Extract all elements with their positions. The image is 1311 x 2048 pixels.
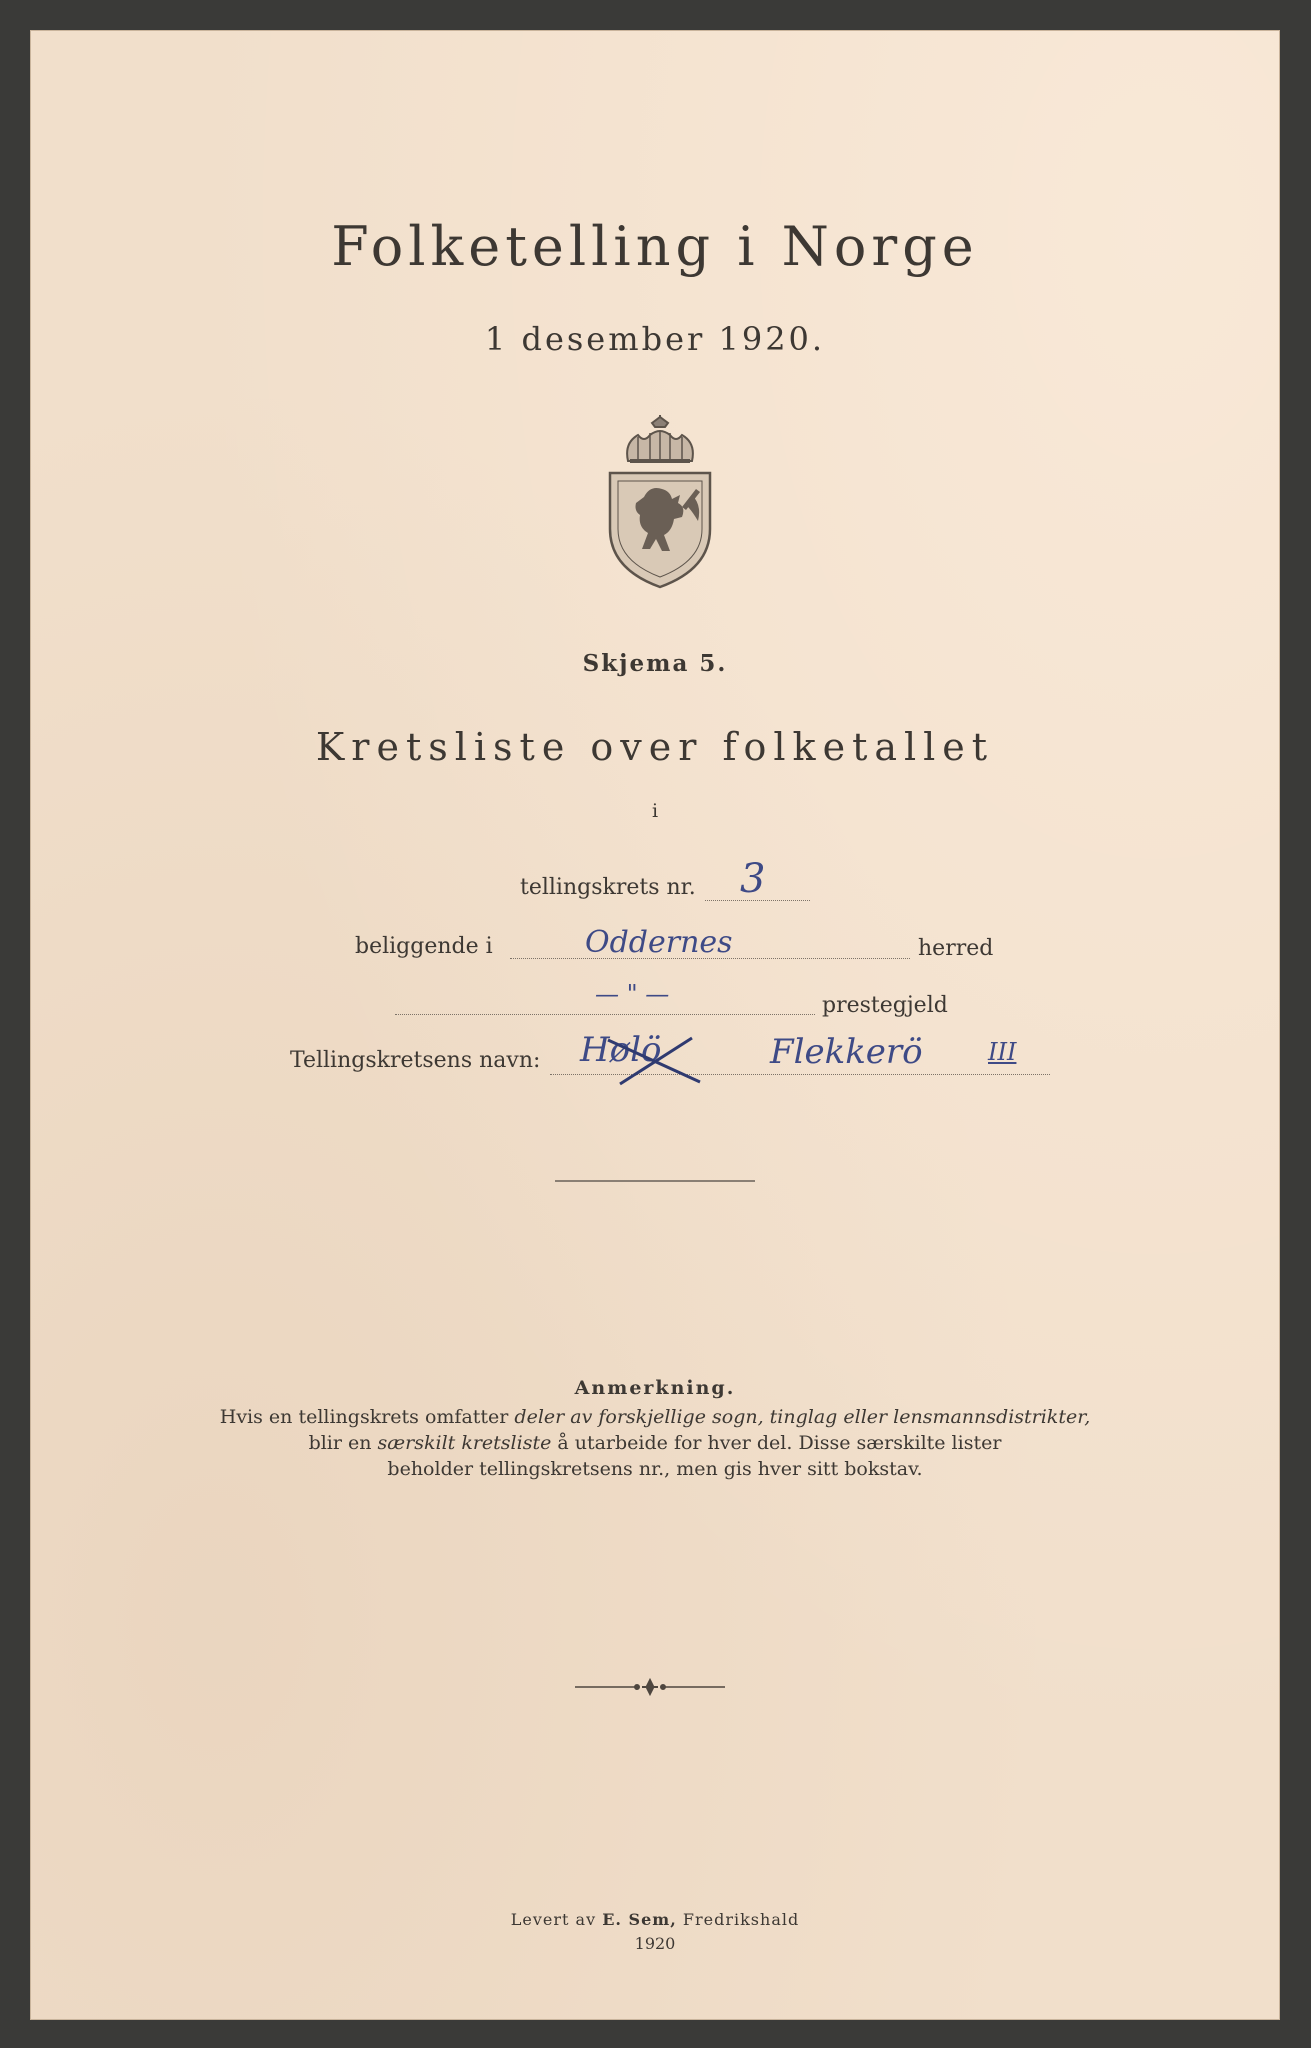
herred-label: herred [918, 936, 994, 961]
document-title: Folketelling i Norge [331, 215, 979, 278]
form-heading: Kretsliste over folketallet [315, 725, 995, 769]
note-line-2-rest: å utarbeide for hver del. Disse særskilte lister [551, 1432, 1002, 1454]
printer-year: 1920 [634, 1934, 676, 1953]
census-form-page [30, 30, 1280, 2020]
document-date: 1 desember 1920. [484, 320, 826, 358]
district-number-label: tellingskrets nr. [520, 875, 696, 900]
form-connector: i [651, 800, 659, 822]
strike-through-mark [600, 1036, 710, 1086]
section-divider [555, 1180, 755, 1182]
note-line-3: beholder tellingskretsens nr., men gis hver sitt bokstav. [387, 1458, 923, 1480]
district-name-value: Flekkerö [770, 1032, 923, 1072]
ornament-divider-icon [575, 1675, 725, 1699]
district-name-struck-value: Hølö [580, 1030, 662, 1070]
schema-number: Skjema 5. [582, 650, 728, 677]
note-line-1-text: Hvis en tellingskrets omfatter [219, 1406, 515, 1428]
printer-credit-prefix: Levert av [510, 1910, 603, 1929]
note-heading: Anmerkning. [574, 1377, 736, 1399]
note-line-2-text: blir en [308, 1432, 378, 1454]
note-line-1 [30, 1406, 1280, 1428]
district-name-suffix: III [988, 1038, 1017, 1066]
note-line-2 [30, 1432, 1280, 1454]
note-line-1-italic: deler av forskjellige sogn, tinglag eller lensmannsdistrikter, [514, 1406, 1091, 1428]
parish-value: — " — [595, 980, 670, 1008]
printer-place: Fredrikshald [676, 1910, 800, 1929]
district-name-label: Tellingskretsens navn: [290, 1048, 541, 1073]
parish-label: prestegjeld [822, 993, 948, 1018]
printer-credit [30, 1910, 1280, 1929]
note-line-2-italic: særskilt kretsliste [377, 1432, 552, 1454]
norwegian-coat-of-arms-icon [600, 415, 720, 590]
printer-name: E. Sem, [602, 1910, 677, 1929]
located-in-label: beliggende i [355, 934, 493, 959]
parish-line [395, 1014, 815, 1015]
district-number-value: 3 [740, 856, 766, 902]
municipality-value: Oddernes [585, 925, 733, 960]
